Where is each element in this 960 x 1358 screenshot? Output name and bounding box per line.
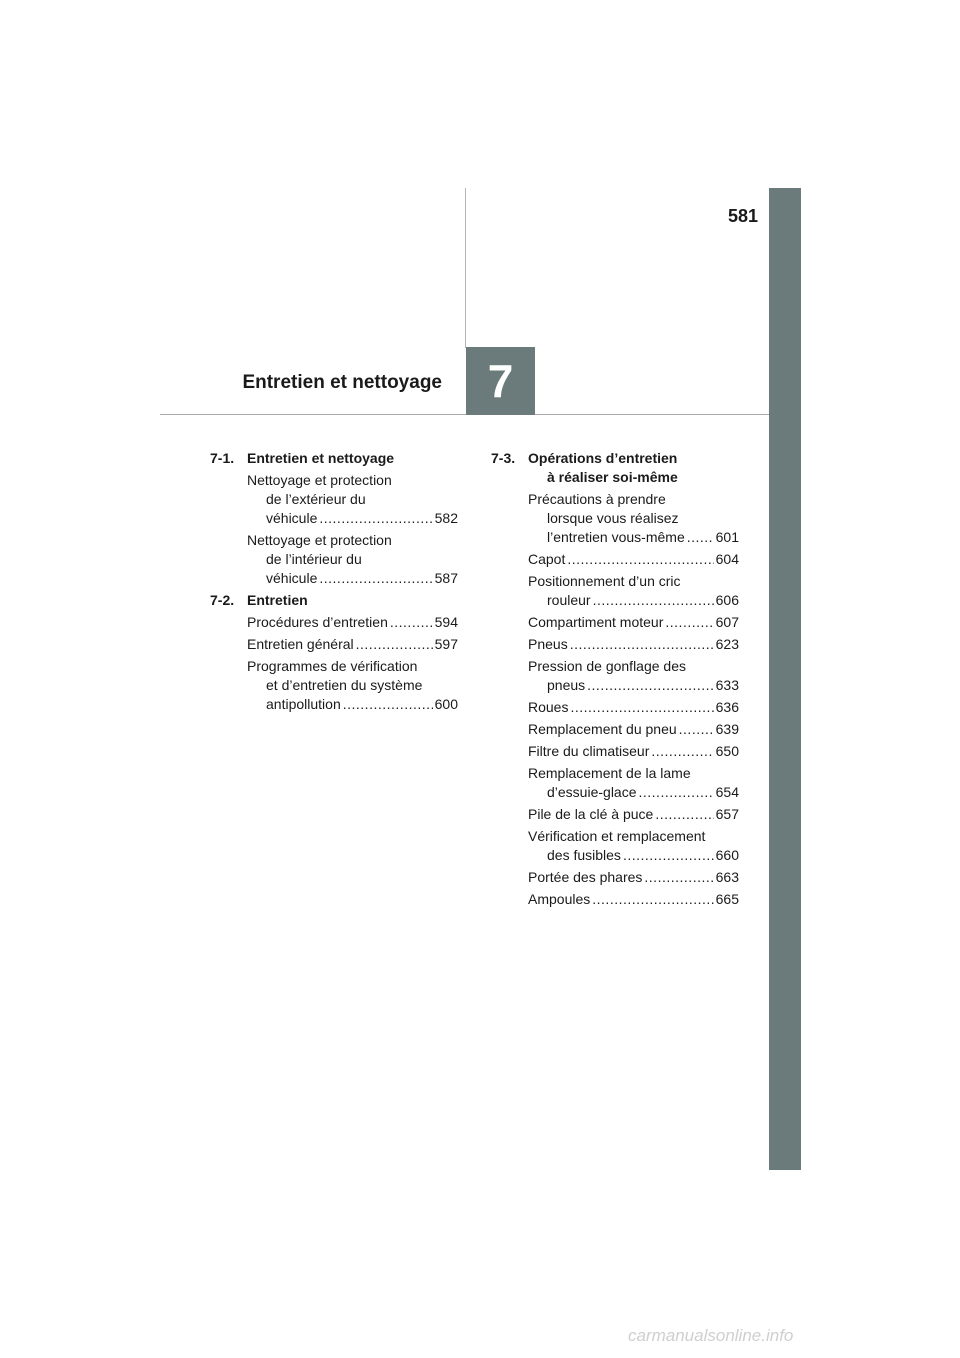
section-heading	[210, 591, 458, 610]
entry-page-number: 587	[434, 570, 458, 586]
toc-entry[interactable]	[528, 490, 739, 547]
entry-line: Vérification et remplacement	[528, 828, 706, 844]
dot-leader	[644, 868, 713, 887]
entry-line: Pile de la clé à puce	[528, 806, 654, 822]
toc-entry[interactable]	[247, 657, 458, 714]
watermark: carmanualsonline.info	[628, 1326, 794, 1345]
section-title-line: Entretien	[247, 592, 308, 608]
entry-line: rouleur	[547, 592, 591, 608]
dot-leader	[570, 635, 714, 654]
entry-last-line	[247, 613, 458, 632]
entry-last-line	[528, 550, 739, 569]
dot-leader	[356, 635, 433, 654]
entry-page-number: 654	[715, 784, 739, 800]
entry-line: Pression de gonflage des	[528, 658, 686, 674]
toc-entry[interactable]	[247, 613, 458, 632]
page-number: 581	[727, 206, 758, 226]
entry-line: Filtre du climatiseur	[528, 743, 650, 759]
toc-section	[210, 591, 458, 714]
section-title-line: Opérations d’entretien	[528, 450, 678, 466]
toc-entry[interactable]	[528, 698, 739, 717]
chapter-number-box	[466, 347, 535, 415]
entry-list	[247, 613, 458, 714]
entry-page-number: 594	[434, 614, 458, 630]
entry-page-number: 597	[434, 636, 458, 652]
entry-line: Portée des phares	[528, 869, 643, 885]
entry-line: véhicule	[266, 570, 318, 586]
entry-page-number: 660	[715, 847, 739, 863]
entry-line: des fusibles	[547, 847, 621, 863]
chapter-side-tab	[769, 188, 801, 1170]
section-title	[247, 449, 458, 468]
entry-line: Procédures d’entretien	[247, 614, 388, 630]
entry-last-line	[247, 695, 458, 714]
entry-list	[247, 471, 458, 588]
chapter-title: Entretien et nettoyage	[242, 372, 442, 393]
toc-right-column	[491, 449, 739, 912]
section-title-line: à réaliser soi-même	[547, 469, 678, 485]
toc-entry[interactable]	[528, 742, 739, 761]
dot-leader	[679, 720, 714, 739]
entry-list	[528, 490, 739, 909]
entry-last-line	[528, 890, 739, 909]
section-heading	[491, 449, 739, 487]
entry-line: pneus	[547, 677, 586, 693]
entry-line: Ampoules	[528, 891, 591, 907]
entry-page-number: 607	[715, 614, 739, 630]
toc-entry[interactable]	[528, 550, 739, 569]
toc-entry[interactable]	[528, 868, 739, 887]
toc-entry[interactable]	[528, 890, 739, 909]
entry-line: Capot	[528, 551, 566, 567]
entry-page-number: 650	[715, 743, 739, 759]
entry-line: Compartiment moteur	[528, 614, 664, 630]
entry-page-number: 601	[715, 529, 739, 545]
entry-last-line	[247, 509, 458, 528]
toc-entry[interactable]	[528, 720, 739, 739]
dot-leader	[687, 528, 714, 547]
section-title-line: Entretien et nettoyage	[247, 450, 395, 466]
toc-entry[interactable]	[528, 613, 739, 632]
entry-line: Précautions à prendre	[528, 491, 666, 507]
section-number: 7-3.	[491, 450, 516, 466]
entry-last-line	[528, 635, 739, 654]
toc-entry[interactable]	[247, 531, 458, 588]
entry-page-number: 665	[715, 891, 739, 907]
toc-entry[interactable]	[528, 805, 739, 824]
entry-last-line	[528, 528, 739, 547]
dot-leader	[319, 509, 432, 528]
toc-entry[interactable]	[528, 764, 739, 802]
section-number: 7-1.	[210, 450, 235, 466]
dot-leader	[655, 805, 713, 824]
toc-left-column	[210, 449, 458, 717]
entry-line: de l’intérieur du	[266, 551, 362, 567]
entry-line: Programmes de vérification	[247, 658, 418, 674]
dot-leader	[567, 550, 713, 569]
entry-line: Remplacement du pneu	[528, 721, 677, 737]
dot-leader	[319, 569, 432, 588]
entry-last-line	[528, 742, 739, 761]
entry-last-line	[247, 635, 458, 654]
entry-last-line	[528, 720, 739, 739]
dot-leader	[623, 846, 714, 865]
entry-line: de l’extérieur du	[266, 491, 366, 507]
entry-line: Nettoyage et protection	[247, 532, 392, 548]
toc-entry[interactable]	[247, 635, 458, 654]
entry-page-number: 663	[715, 869, 739, 885]
entry-page-number: 606	[715, 592, 739, 608]
toc-entry[interactable]	[247, 471, 458, 528]
entry-line: lorsque vous réalisez	[547, 510, 679, 526]
entry-line: Positionnement d’un cric	[528, 573, 681, 589]
entry-line: l’entretien vous-même	[547, 529, 685, 545]
entry-last-line	[528, 676, 739, 695]
entry-last-line	[528, 805, 739, 824]
entry-page-number: 600	[434, 696, 458, 712]
section-title	[247, 591, 458, 610]
entry-line: Roues	[528, 699, 569, 715]
entry-line: véhicule	[266, 510, 318, 526]
entry-line: antipollution	[266, 696, 341, 712]
toc-entry[interactable]	[528, 572, 739, 610]
section-heading	[210, 449, 458, 468]
section-number: 7-2.	[210, 592, 235, 608]
entry-line: Remplacement de la lame	[528, 765, 691, 781]
horizontal-divider	[160, 414, 769, 415]
entry-line: et d’entretien du système	[266, 677, 423, 693]
toc-entry[interactable]	[528, 827, 739, 865]
dot-leader	[665, 613, 713, 632]
entry-page-number: 582	[434, 510, 458, 526]
dot-leader	[570, 698, 713, 717]
entry-line: Nettoyage et protection	[247, 472, 392, 488]
entry-last-line	[247, 569, 458, 588]
entry-page-number: 639	[715, 721, 739, 737]
dot-leader	[390, 613, 433, 632]
entry-line: Pneus	[528, 636, 568, 652]
entry-last-line	[528, 613, 739, 632]
section-title	[528, 449, 739, 487]
toc-section	[210, 449, 458, 588]
dot-leader	[343, 695, 433, 714]
entry-last-line	[528, 783, 739, 802]
chapter-number: 7	[487, 355, 514, 407]
entry-last-line	[528, 846, 739, 865]
dot-leader	[593, 591, 714, 610]
entry-page-number: 657	[715, 806, 739, 822]
entry-line: d’essuie-glace	[547, 784, 637, 800]
entry-last-line	[528, 868, 739, 887]
dot-leader	[587, 676, 713, 695]
toc-entry[interactable]	[528, 657, 739, 695]
entry-page-number: 636	[715, 699, 739, 715]
entry-page-number: 604	[715, 551, 739, 567]
vertical-divider	[465, 188, 466, 348]
entry-last-line	[528, 698, 739, 717]
toc-entry[interactable]	[528, 635, 739, 654]
entry-last-line	[528, 591, 739, 610]
entry-page-number: 633	[715, 677, 739, 693]
entry-line: Entretien général	[247, 636, 354, 652]
toc-section	[491, 449, 739, 909]
dot-leader	[592, 890, 713, 909]
entry-page-number: 623	[715, 636, 739, 652]
dot-leader	[651, 742, 713, 761]
dot-leader	[639, 783, 714, 802]
